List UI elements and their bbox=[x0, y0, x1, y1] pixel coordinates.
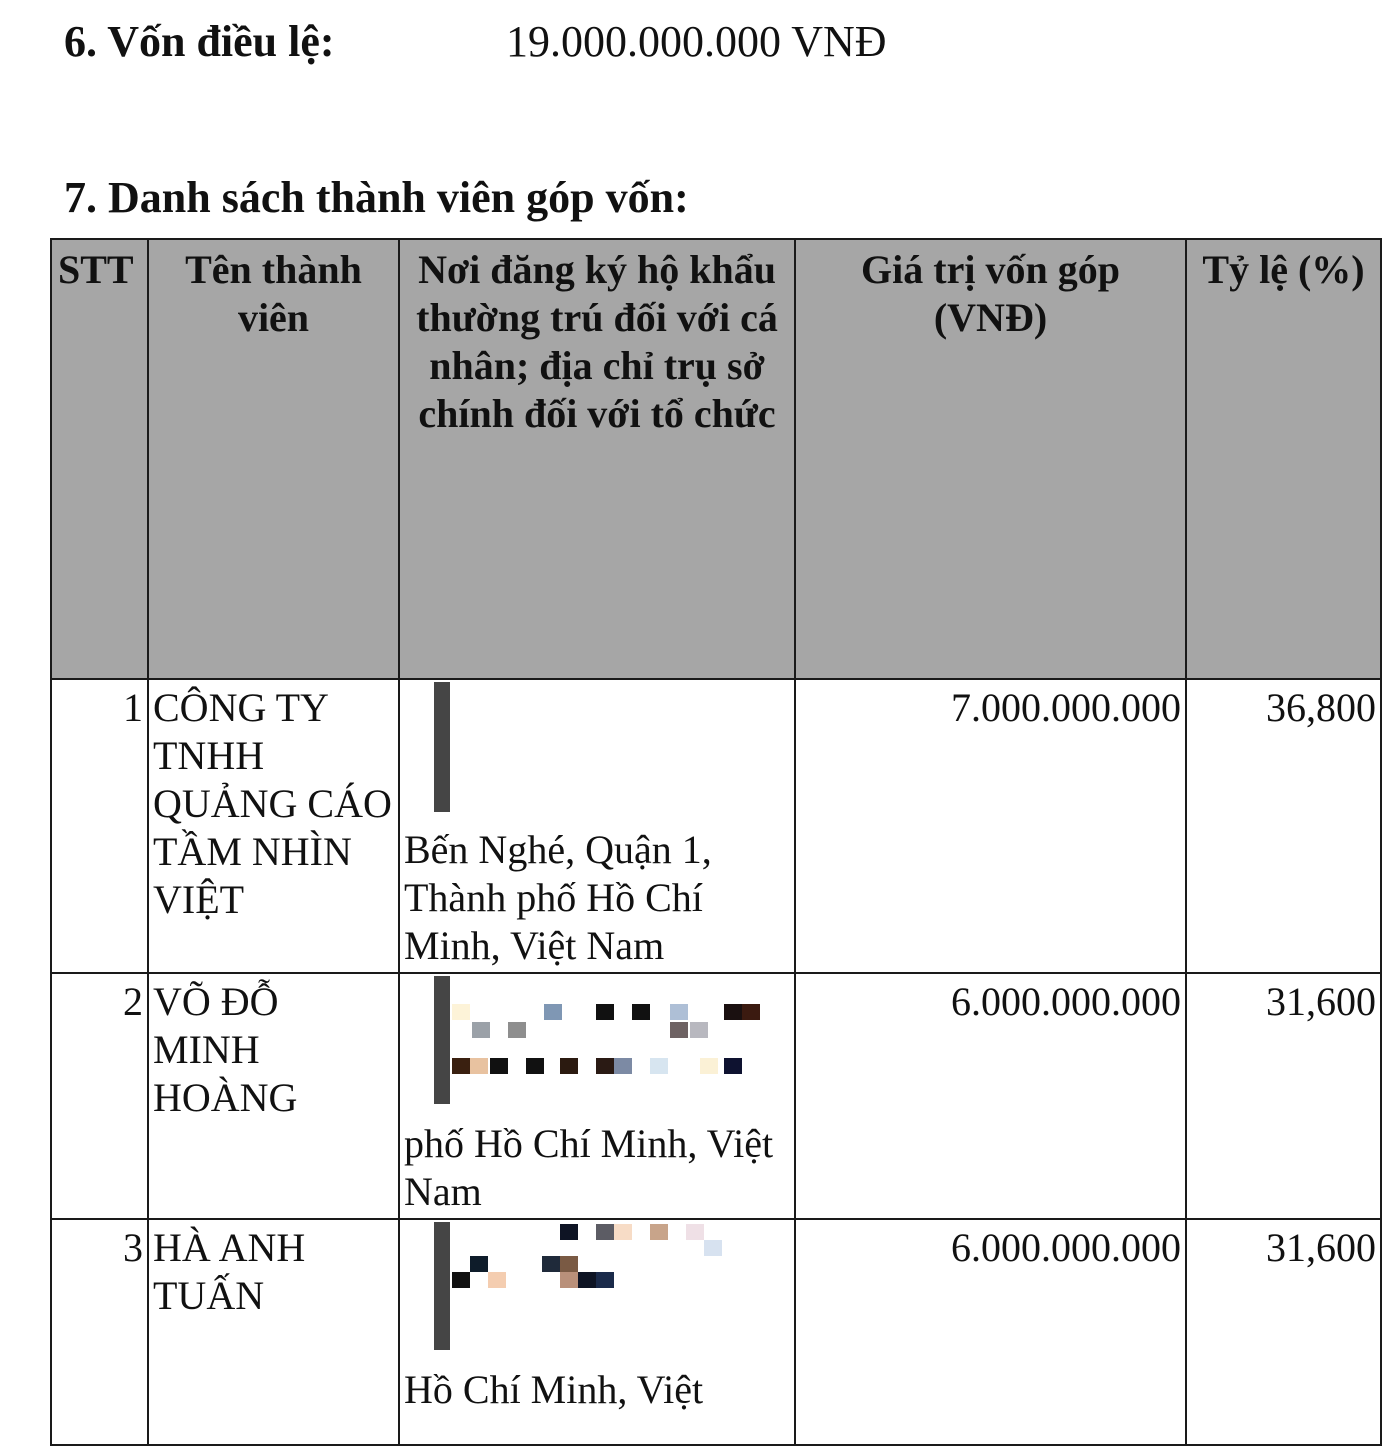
section-6-label: 6. Vốn điều lệ: bbox=[64, 17, 335, 66]
redaction-pixel bbox=[650, 1058, 668, 1074]
row-ratio: 31,600 bbox=[1186, 1219, 1381, 1445]
row-member-name: CÔNG TY TNHH QUẢNG CÁO TẦM NHÌN VIỆT bbox=[148, 679, 399, 973]
redaction-block bbox=[400, 974, 794, 1114]
redaction-pixel bbox=[470, 1256, 488, 1272]
redaction-pixel bbox=[724, 1058, 742, 1074]
redaction-bar bbox=[434, 1222, 450, 1350]
row-stt: 3 bbox=[51, 1219, 148, 1445]
row-address-visible: phố Hồ Chí Minh, Việt Nam bbox=[404, 1121, 774, 1214]
table-row bbox=[51, 1219, 1381, 1445]
redaction-pixel bbox=[670, 1022, 688, 1038]
header-member-name: Tên thành viên bbox=[148, 239, 399, 679]
redaction-pixel bbox=[542, 1256, 560, 1272]
row-capital-value: 6.000.000.000 bbox=[795, 973, 1186, 1219]
redaction-pixel bbox=[650, 1224, 668, 1240]
header-capital-value: Giá trị vốn góp (VNĐ) bbox=[795, 239, 1186, 679]
row-address-visible: Bến Nghé, Quận 1, Thành phố Hồ Chí Minh, Việt Nam bbox=[404, 827, 712, 968]
redaction-pixel bbox=[686, 1224, 704, 1240]
redaction-pixel bbox=[704, 1240, 722, 1256]
redaction-pixel bbox=[544, 1004, 562, 1020]
member-capital-table bbox=[50, 238, 1382, 1446]
redaction-pixel bbox=[488, 1272, 506, 1288]
redaction-pixel bbox=[490, 1058, 508, 1074]
redaction-pixel bbox=[724, 1004, 742, 1020]
row-stt: 1 bbox=[51, 679, 148, 973]
redaction-pixel bbox=[614, 1224, 632, 1240]
row-member-name: VÕ ĐỖ MINH HOÀNG bbox=[148, 973, 399, 1219]
row-address-cell bbox=[399, 1219, 795, 1445]
redaction-pixel bbox=[578, 1272, 596, 1288]
redaction-pixel bbox=[452, 1004, 470, 1020]
redaction-pixel bbox=[596, 1004, 614, 1020]
redaction-pixel bbox=[472, 1022, 490, 1038]
redaction-pixel bbox=[614, 1058, 632, 1074]
row-member-name: HÀ ANH TUẤN bbox=[148, 1219, 399, 1445]
row-capital-value: 6.000.000.000 bbox=[795, 1219, 1186, 1445]
redaction-bar bbox=[434, 976, 450, 1104]
table-header-row bbox=[51, 239, 1381, 679]
redaction-pixel bbox=[670, 1004, 688, 1020]
redaction-pixel bbox=[632, 1004, 650, 1020]
redaction-pixel bbox=[596, 1224, 614, 1240]
redaction-pixel bbox=[596, 1058, 614, 1074]
redaction-block bbox=[400, 1220, 794, 1356]
redaction-pixel bbox=[596, 1272, 614, 1288]
row-capital-value: 7.000.000.000 bbox=[795, 679, 1186, 973]
redaction-bar bbox=[434, 682, 450, 812]
table-row bbox=[51, 679, 1381, 973]
table-row bbox=[51, 973, 1381, 1219]
row-address-cell bbox=[399, 679, 795, 973]
redaction-block bbox=[400, 680, 794, 820]
header-address: Nơi đăng ký hộ khẩu thường trú đối với cá nhân; địa chỉ trụ sở chính đối với tổ chức bbox=[399, 239, 795, 679]
row-address-cell bbox=[399, 973, 795, 1219]
redaction-pixel bbox=[742, 1004, 760, 1020]
row-address-visible: Hồ Chí Minh, Việt bbox=[404, 1367, 704, 1412]
redaction-pixel bbox=[690, 1022, 708, 1038]
header-stt: STT bbox=[51, 239, 148, 679]
redaction-pixel bbox=[560, 1224, 578, 1240]
row-ratio: 31,600 bbox=[1186, 973, 1381, 1219]
redaction-pixel bbox=[526, 1058, 544, 1074]
redaction-pixel bbox=[452, 1272, 470, 1288]
row-ratio: 36,800 bbox=[1186, 679, 1381, 973]
charter-capital-value: 19.000.000.000 VNĐ bbox=[506, 17, 887, 66]
redaction-pixel bbox=[470, 1058, 488, 1074]
redaction-pixel bbox=[452, 1058, 470, 1074]
section-7-heading: 7. Danh sách thành viên góp vốn: bbox=[64, 173, 689, 222]
header-ratio: Tỷ lệ (%) bbox=[1186, 239, 1381, 679]
row-stt: 2 bbox=[51, 973, 148, 1219]
redaction-pixel bbox=[700, 1058, 718, 1074]
redaction-pixel bbox=[560, 1058, 578, 1074]
redaction-pixel bbox=[560, 1272, 578, 1288]
redaction-pixel bbox=[508, 1022, 526, 1038]
redaction-pixel bbox=[560, 1256, 578, 1272]
